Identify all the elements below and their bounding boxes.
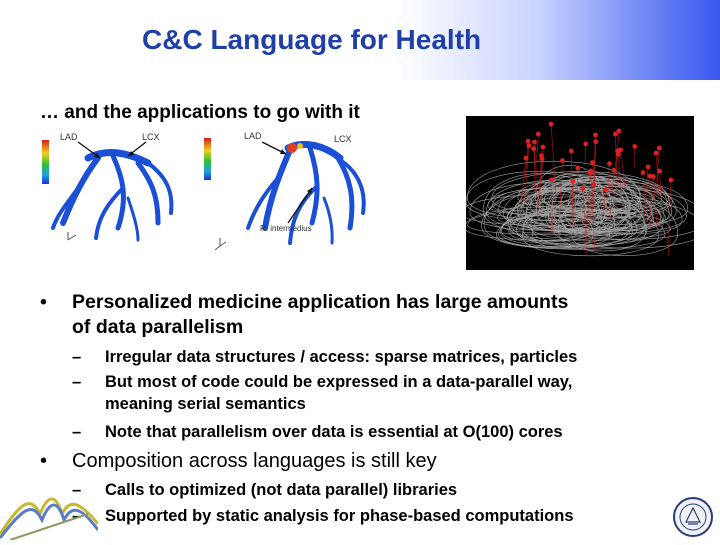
particle-dot: [576, 166, 580, 170]
particle-dot: [550, 178, 554, 182]
label-lad-middle: LAD: [244, 131, 262, 141]
bullet-marker: •: [40, 450, 47, 473]
coronary-figure-left: [38, 128, 178, 268]
subitem-text: But most of code could be expressed in a data-parallel way,: [105, 372, 572, 392]
dash-marker: –: [72, 506, 81, 526]
subitem-text: Irregular data structures / access: sparse matrices, particles: [105, 347, 577, 367]
particle-dot: [617, 129, 621, 133]
particle-dot: [549, 122, 553, 126]
particle-dot: [526, 139, 530, 143]
coronary-figure-middle: [200, 128, 370, 268]
slide-title: C&C Language for Health: [142, 24, 481, 56]
dash-marker: –: [72, 347, 81, 367]
particle-dot: [612, 168, 616, 172]
particle-dot: [560, 159, 564, 163]
particle-dot: [633, 144, 637, 148]
particle-dot: [613, 132, 617, 136]
particle-dot: [594, 140, 598, 144]
subitem-text: Supported by static analysis for phase-based computations: [105, 506, 574, 526]
label-lcx-middle: LCX: [334, 134, 352, 144]
bridge-logo: [0, 484, 98, 540]
particle-dot: [536, 132, 540, 136]
particle-dot: [590, 160, 594, 164]
subitem-text: Note that parallelism over data is essential at O(100) cores: [105, 422, 563, 442]
particle-dot: [603, 188, 607, 192]
particle-dot: [669, 178, 673, 182]
dash-marker: –: [72, 422, 81, 442]
bullet-text-line1: Personalized medicine application has large amounts: [72, 290, 568, 315]
particle-streak: [577, 168, 578, 193]
label-lad-left: LAD: [60, 132, 78, 142]
particle-dot: [569, 149, 573, 153]
subitem-text: Calls to optimized (not data parallel) libraries: [105, 480, 457, 500]
particle-dot: [588, 171, 592, 175]
particle-dot: [541, 145, 545, 149]
bullet-marker: •: [40, 290, 47, 315]
particle-dot: [619, 148, 623, 152]
slide-subtitle: … and the applications to go with it: [40, 102, 360, 124]
subitem-text-cont: meaning serial semantics: [105, 394, 306, 414]
university-seal-logo: [672, 496, 714, 538]
bullet-text: Composition across languages is still key: [72, 450, 437, 473]
particle-streak: [621, 150, 625, 188]
particle-dot: [646, 165, 650, 169]
particle-visualization: [466, 116, 694, 270]
particle-dot: [607, 162, 611, 166]
particle-dot: [616, 152, 620, 156]
particle-dot: [654, 151, 658, 155]
particle-dot: [539, 154, 543, 158]
particle-dot: [532, 147, 536, 151]
particle-dot: [571, 179, 575, 183]
bullet-text-line2: of data parallelism: [72, 315, 243, 340]
label-r-intermedius: R. intermedius: [260, 224, 312, 233]
particle-dot: [581, 187, 585, 191]
particle-dot: [533, 140, 537, 144]
dash-marker: –: [72, 372, 81, 392]
particle-dot: [657, 146, 661, 150]
particle-dot: [658, 169, 662, 173]
particle-dot: [584, 142, 588, 146]
particle-streak: [537, 134, 539, 163]
dash-marker: –: [72, 480, 81, 500]
particle-dot: [651, 175, 655, 179]
particle-dot: [641, 171, 645, 175]
label-lcx-left: LCX: [142, 132, 160, 142]
particle-streak: [608, 164, 609, 191]
particle-dot: [593, 133, 597, 137]
